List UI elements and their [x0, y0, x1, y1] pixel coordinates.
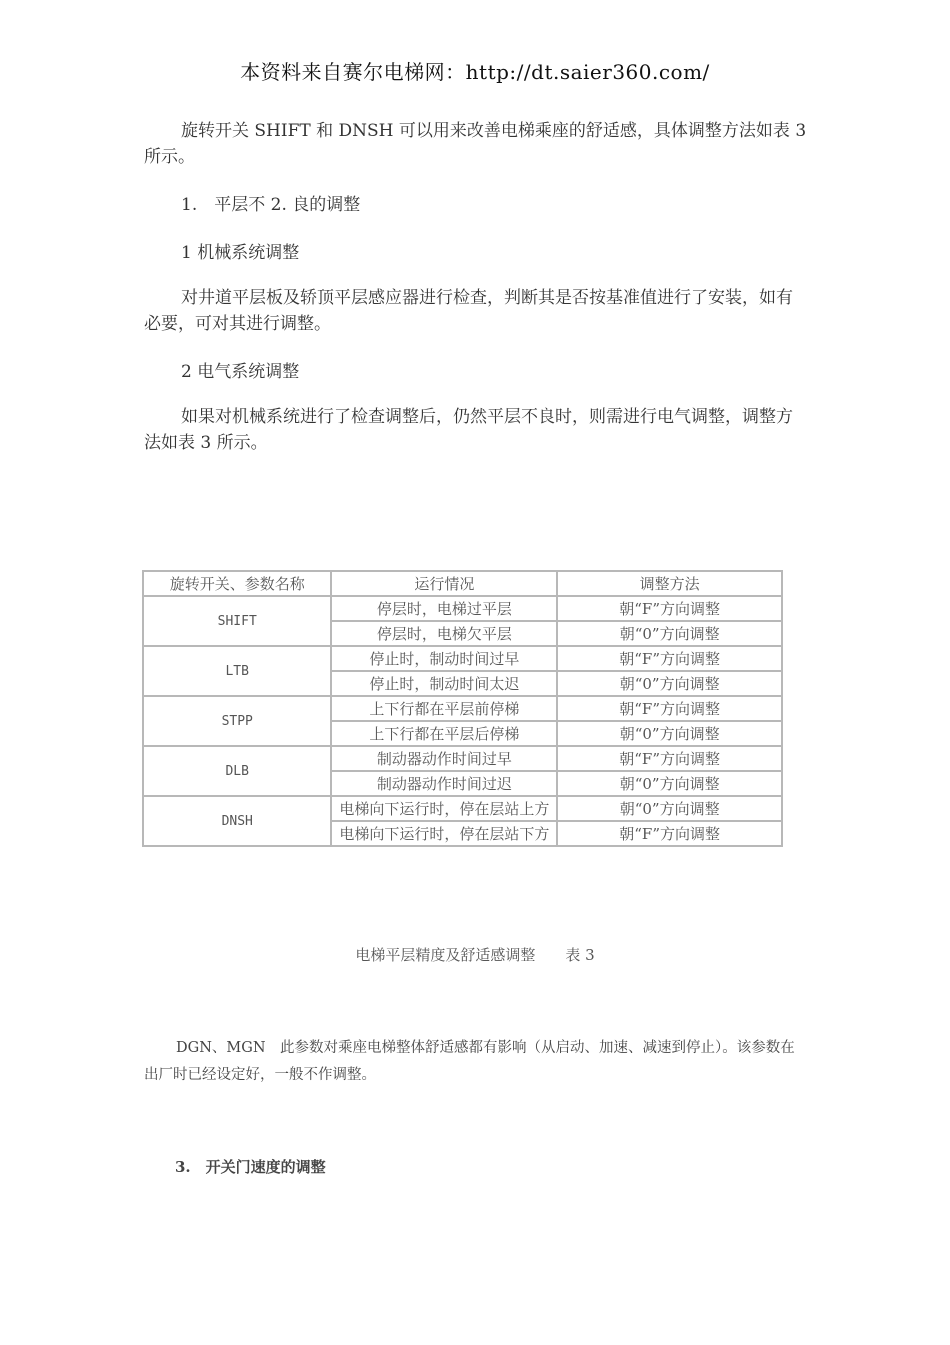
- table-row: [143, 796, 782, 821]
- param-name-cell: LTB: [143, 646, 331, 696]
- condition-cell: 停止时，制动时间太迟: [331, 671, 557, 696]
- param-name-cell: DLB: [143, 746, 331, 796]
- adjustment-table: [142, 570, 783, 847]
- method-cell: 朝“F”方向调整: [557, 821, 782, 846]
- table-caption-label: 表 3: [565, 946, 595, 964]
- condition-cell: 制动器动作时间过早: [331, 746, 557, 771]
- method-cell: 朝“0”方向调整: [557, 771, 782, 796]
- condition-cell: 停止时，制动时间过早: [331, 646, 557, 671]
- table-row: [143, 596, 782, 621]
- mechanical-adjust-text: 对井道平层板及轿顶平层感应器进行检查，判断其是否按基准值进行了安装，如有必要，可对其进行调整。: [144, 288, 793, 334]
- header-param-name: 旋转开关、参数名称: [143, 571, 331, 596]
- condition-cell: 停层时，电梯欠平层: [331, 621, 557, 646]
- electrical-adjust-title: 2 电气系统调整: [181, 362, 300, 382]
- section3-title: 3. 开关门速度的调整: [175, 1158, 326, 1176]
- section1-title: 1. 平层不 2. 良的调整: [181, 195, 361, 215]
- table-caption-title: 电梯平层精度及舒适感调整: [355, 946, 536, 964]
- param-name-cell: SHIFT: [143, 596, 331, 646]
- table-caption: [0, 944, 950, 965]
- method-cell: 朝“F”方向调整: [557, 696, 782, 721]
- param-name-cell: DNSH: [143, 796, 331, 846]
- table-header-row: [143, 571, 782, 596]
- condition-cell: 停层时，电梯过平层: [331, 596, 557, 621]
- method-cell: 朝“0”方向调整: [557, 671, 782, 696]
- header-method: 调整方法: [557, 571, 782, 596]
- source-header: 本资料来自赛尔电梯网：http://dt.saier360.com/: [240, 60, 710, 84]
- condition-cell: 制动器动作时间过迟: [331, 771, 557, 796]
- condition-cell: 上下行都在平层前停梯: [331, 696, 557, 721]
- intro-paragraph: 旋转开关 SHIFT 和 DNSH 可以用来改善电梯乘座的舒适感，具体调整方法如表 3 所示。: [144, 121, 807, 167]
- header-condition: 运行情况: [331, 571, 557, 596]
- condition-cell: 上下行都在平层后停梯: [331, 721, 557, 746]
- method-cell: 朝“F”方向调整: [557, 746, 782, 771]
- condition-cell: 电梯向下运行时，停在层站上方: [331, 796, 557, 821]
- mechanical-adjust-title: 1 机械系统调整: [181, 243, 300, 263]
- method-cell: 朝“F”方向调整: [557, 646, 782, 671]
- method-cell: 朝“0”方向调整: [557, 621, 782, 646]
- method-cell: 朝“F”方向调整: [557, 596, 782, 621]
- param-name-cell: STPP: [143, 696, 331, 746]
- condition-cell: 电梯向下运行时，停在层站下方: [331, 821, 557, 846]
- method-cell: 朝“0”方向调整: [557, 796, 782, 821]
- method-cell: 朝“0”方向调整: [557, 721, 782, 746]
- dgn-mgn-paragraph: DGN、MGN 此参数对乘座电梯整体舒适感都有影响（从启动、加速、减速到停止）。该参数在出厂时已经设定好，一般不作调整。: [144, 1040, 795, 1083]
- table-row: [143, 696, 782, 721]
- table-row: [143, 646, 782, 671]
- table-row: [143, 746, 782, 771]
- electrical-adjust-text: 如果对机械系统进行了检查调整后，仍然平层不良时，则需进行电气调整，调整方法如表 3 所示。: [144, 407, 793, 453]
